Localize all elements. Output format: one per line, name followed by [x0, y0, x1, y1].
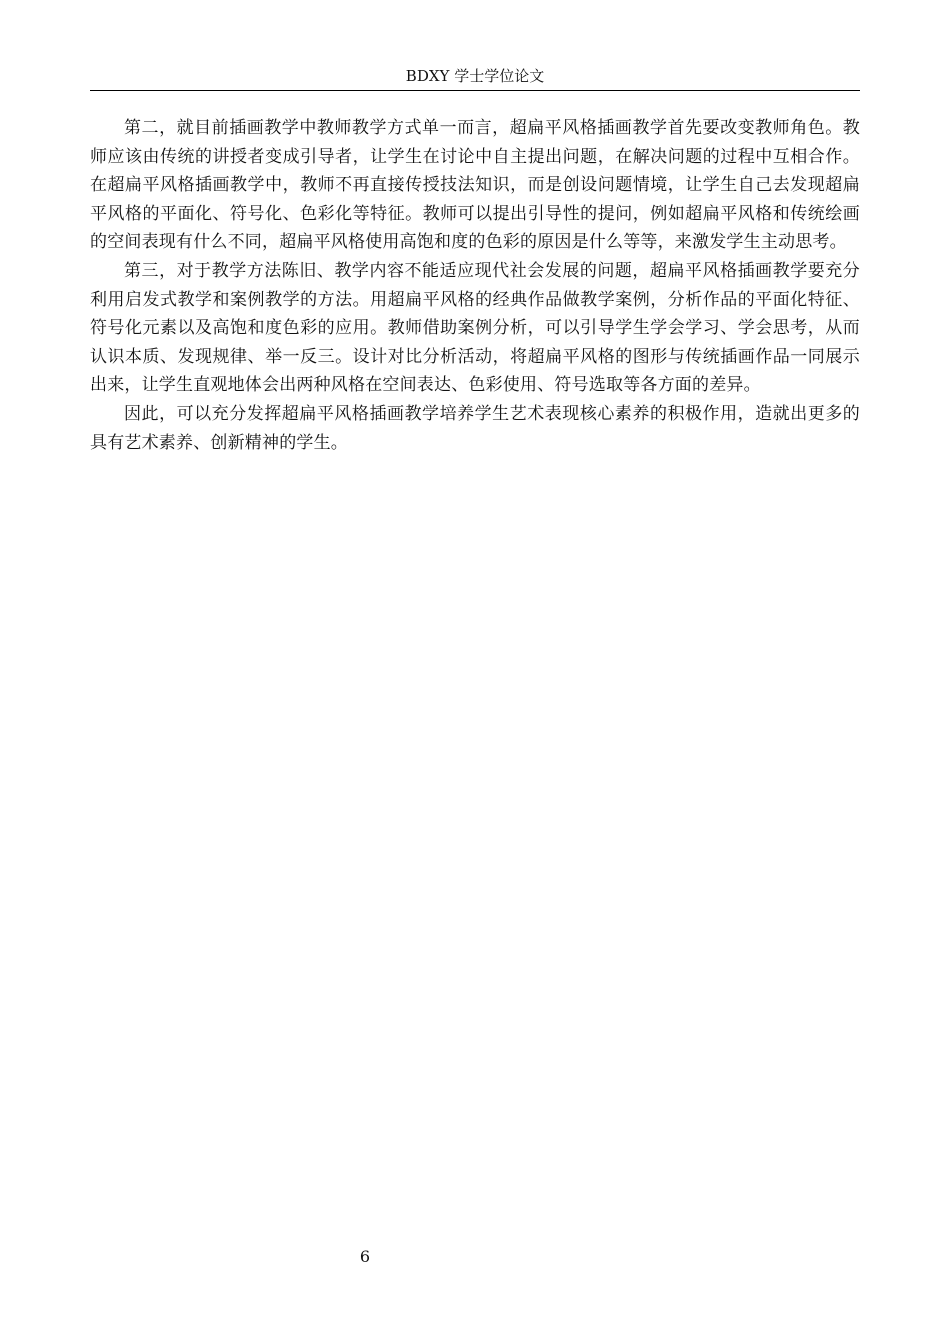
page-number: 6 [359, 1247, 371, 1266]
paragraph: 第三，对于教学方法陈旧、教学内容不能适应现代社会发展的问题，超扁平风格插画教学要充分利用启发式教学和案例教学的方法。用超扁平风格的经典作品做教学案例，分析作品的平面化特征、符号化元素以及高饱和度色彩的应用。教师借助案例分析，可以引导学生学会学习、学会思考，从而认识本质、发现规律、举一反三。设计对比分析活动，将超扁平风格的图形与传统插画作品一同展示出来，让学生直观地体会出两种风格在空间表达、色彩使用、符号选取等各方面的差异。 [90, 260, 860, 396]
paragraph: 因此，可以充分发挥超扁平风格插画教学培养学生艺术表现核心素养的积极作用，造就出更多的具有艺术素养、创新精神的学生。 [90, 403, 860, 453]
paragraph: 第二，就目前插画教学中教师教学方式单一而言，超扁平风格插画教学首先要改变教师角色。教师应该由传统的讲授者变成引导者，让学生在讨论中自主提出问题，在解决问题的过程中互相合作。在超扁平风格插画教学中，教师不再直接传授技法知识，而是创设问题情境，让学生自己去发现超扁平风格的平面化、符号化、色彩化等特征。教师可以提出引导性的提问，例如超扁平风格和传统绘画的空间表现有什么不同，超扁平风格使用高饱和度的色彩的原因是什么等等，来激发学生主动思考。 [90, 118, 860, 253]
header-divider [90, 90, 860, 91]
page-header: BDXY 学士学位论文 [405, 67, 545, 85]
body-text [90, 114, 860, 457]
